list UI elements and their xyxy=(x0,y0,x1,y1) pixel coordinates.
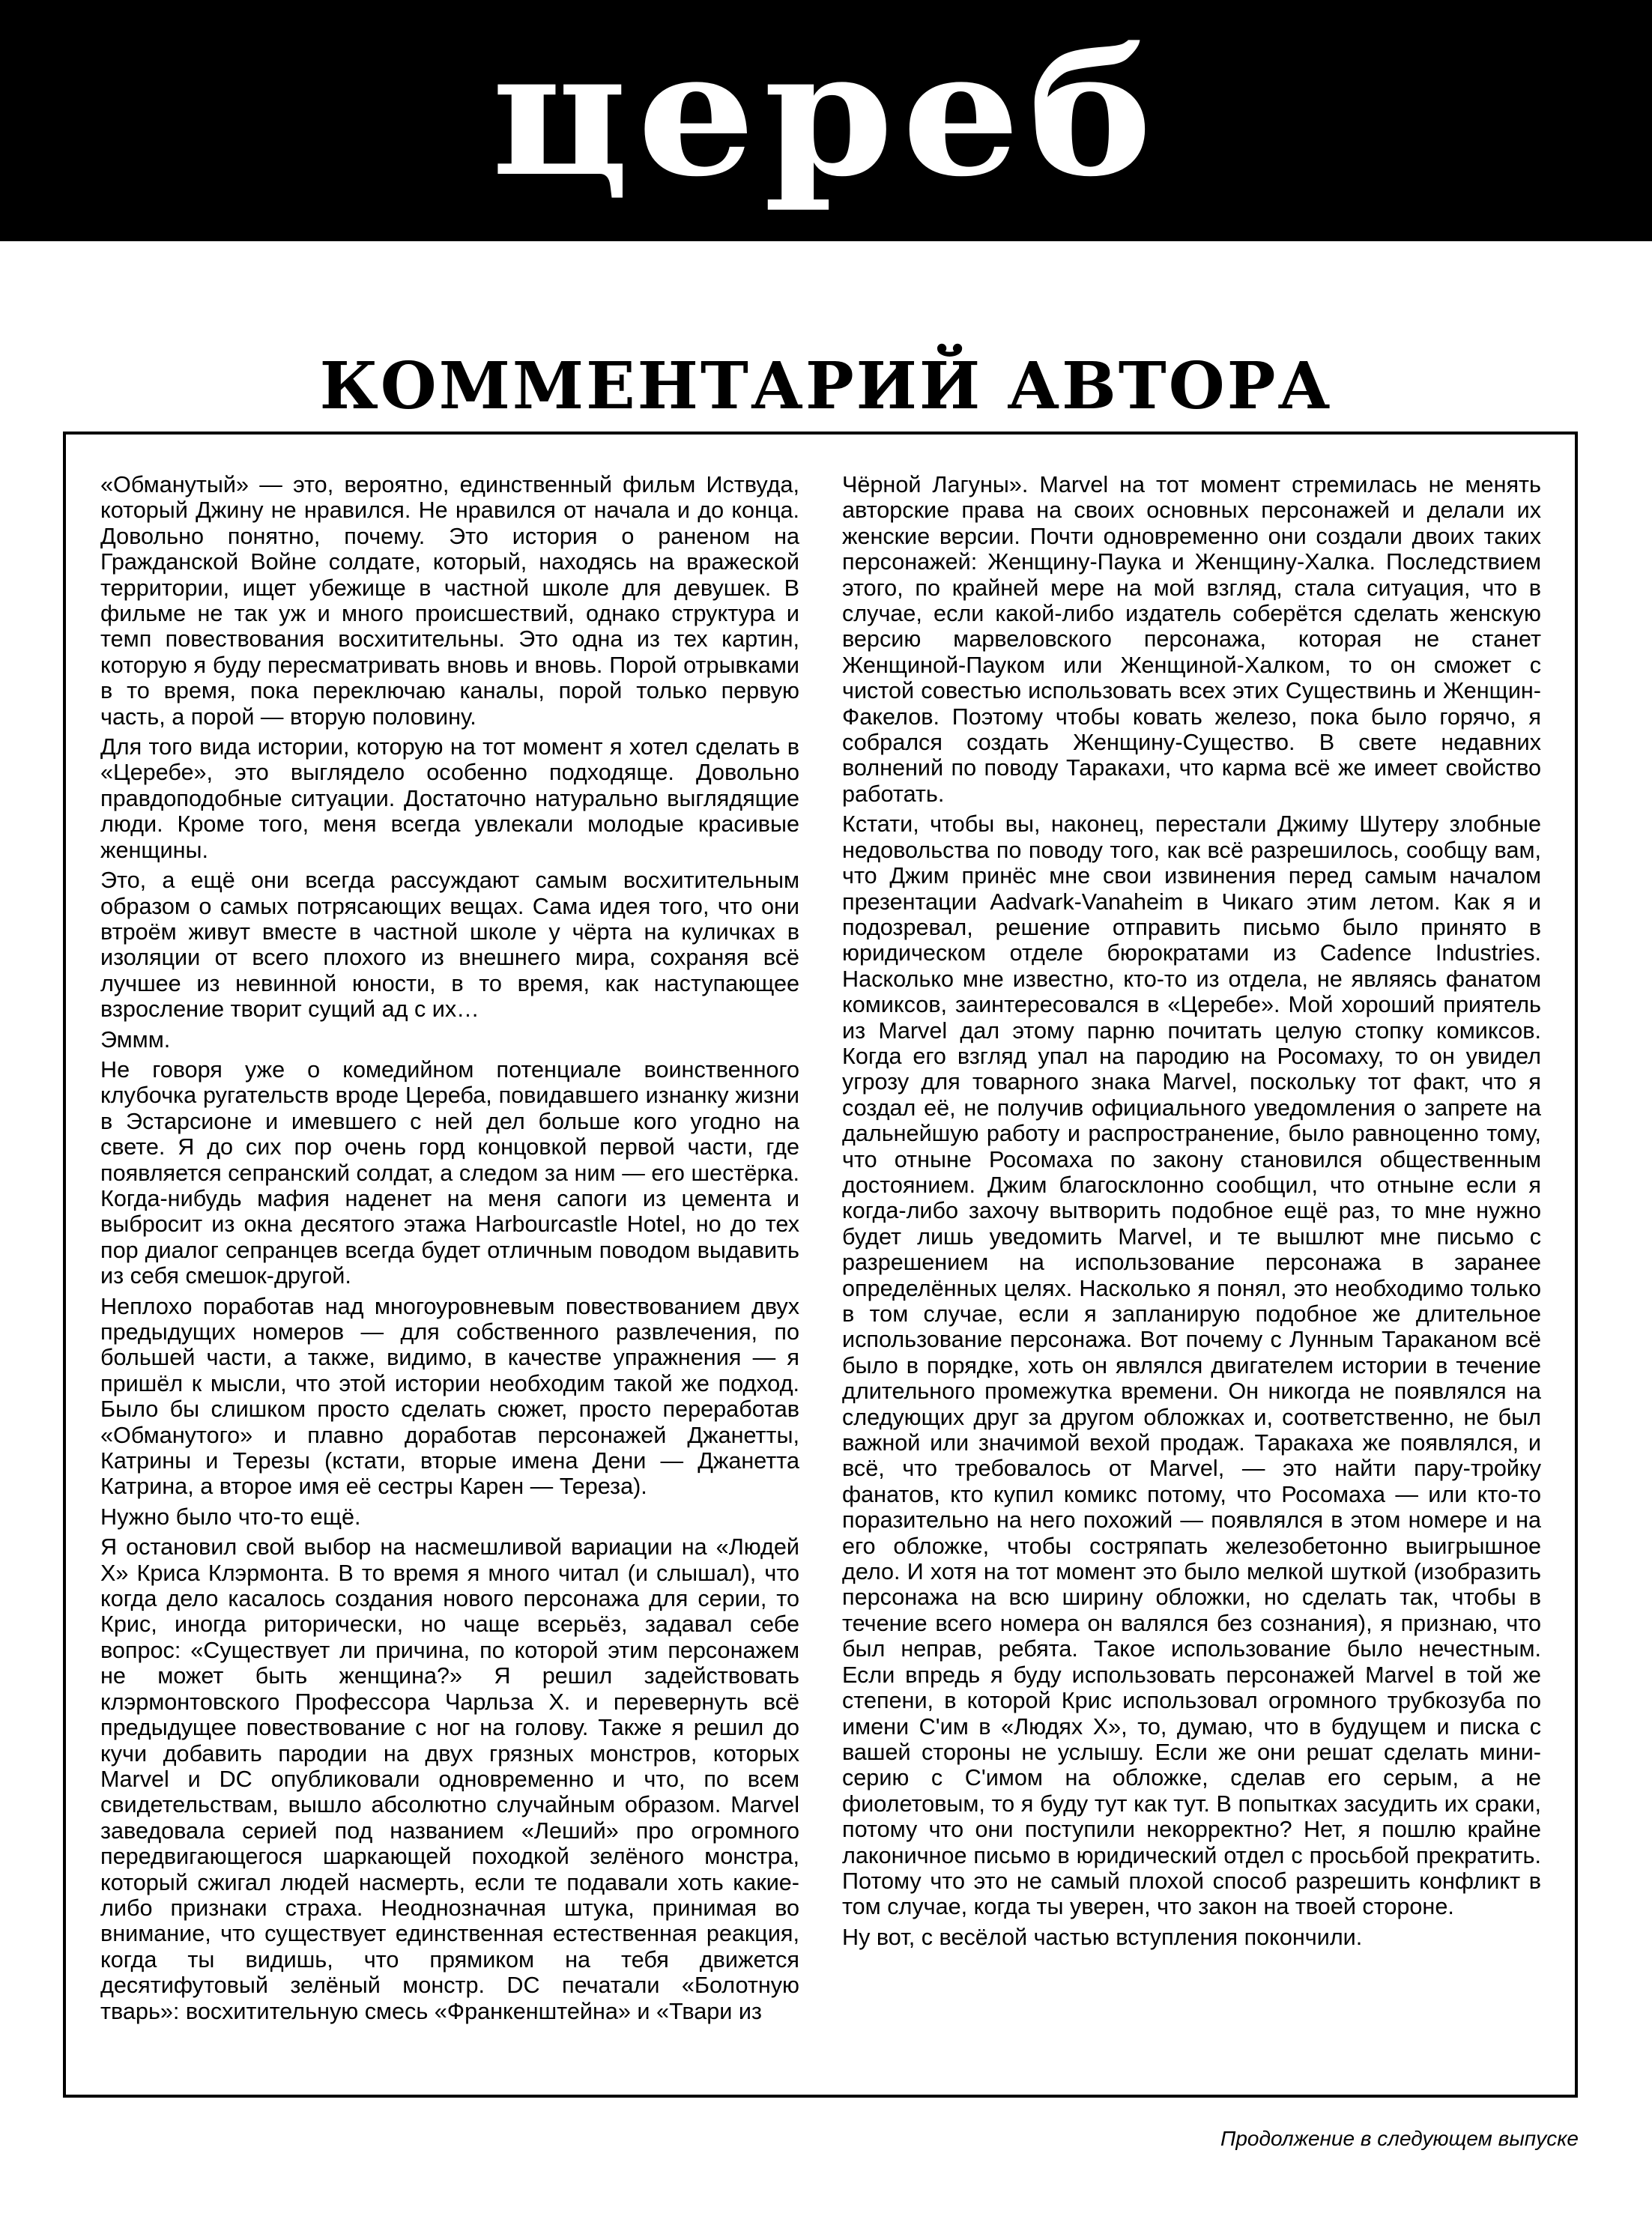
paragraph: Для того вида истории, которую на тот момент я хотел сделать в «Церебе», это выглядело особенно подходяще. Довольно правдоподобные ситуации. Достаточно натурально выглядящие люди. Кроме того, меня всегда увлекали молодые красивые женщины. xyxy=(100,734,799,863)
paragraph: Чёрной Лагуны». Marvel на тот момент стремилась не менять авторские права на своих основных персонажей и делали их женские версии. Почти одновременно они создали двоих таких персонажей: Женщину-Паука и Женщину-Халка. Последствием этого, по крайней мере на мой взгляд, стала ситуация, что в случае, если какой-либо издатель соберётся сделать женскую версию марвеловского персонажа, которая не станет Женщиной-Пауком или Женщиной-Халком, то он сможет с чистой совестью использовать всех этих Существинь и Женщин-Факелов. Поэтому чтобы ковать железо, пока было горячо, я собрался создать Женщину-Существо. В свете недавних волнений по поводу Таракахи, что карма всё же имеет свойство работать. xyxy=(842,472,1541,807)
paragraph: Ну вот, с весёлой частью вступления покончили. xyxy=(842,1924,1363,1950)
article-column-right xyxy=(842,472,1541,2089)
paragraph: Нужно было что-то ещё. xyxy=(100,1504,361,1530)
masthead xyxy=(0,0,1652,241)
paragraph: Кстати, чтобы вы, наконец, перестали Джиму Шутеру злобные недовольства по поводу того, как всё разрешилось, сообщу вам, что Джим принёс мне свои извинения перед самым началом презентации Aadvark-Vanaheim в Чикаго этим летом. Как я и подозревал, решение отправить письмо было принято в юридическом отделе бюрократами из Cadence Industries. Насколько мне известно, кто-то из отдела, не являясь фанатом комиксов, заинтересовался в «Церебе». Мой хороший приятель из Marvel дал этому парню почитать целую стопку комиксов. Когда его взгляд упал на пародию на Росомаху, то он увидел угрозу для товарного знака Marvel, поскольку тот факт, что я создал её, не получив официального уведомления о запрете на дальнейшую работу и распространение, было равноценно тому, что отныне Росомаха по закону становился общественным достоянием. Джим благосклонно сообщил, что отныне если я когда-либо захочу вытворить подобное ещё раз, то мне нужно будет лишь уведомить Marvel, и те вышлют мне письмо с разрешением на использование персонажа в заранее определённых целях. Насколько я понял, это необходимо только в том случае, если я запланирую подобное же длительное использование персонажа. Вот почему с Лунным Тараканом всё было в порядке, хоть он являлся двигателем истории в течение длительного промежутка времени. Он никогда не появлялся на следующих друг за другом обложках и, соответственно, не был важной или значимой вехой продаж. Таракаха же появлялся, и всё, что требовалось от Marvel, — это найти пару-тройку фанатов, кто купил комикс потому, что Росомаха — или кто-то поразительно на него похожий — появлялся в этом номере и на его обложке, чтобы состряпать железобетонно выигрышное дело. И хотя на тот момент это было мелкой шуткой (изобразить персонажа на всю ширину обложки, но сделать так, чтобы в течение всего номера он валялся без сознания), я признаю, что был неправ, ребята. Такое использование было нечестным. Если впредь я буду использовать персонажей Marvel в той же степени, в которой Крис использовал огромного трубкозуба по имени С'им в «Людях Х», то, думаю, что в будущем и писка с вашей стороны не услышу. Если же они решат сделать мини-серию с С'имом на обложке, сделав его серым, а не фиолетовым, то я буду тут как тут. В попытках засудить их сраки, потому что они поступили некорректно? Нет, я пошлю крайне лаконичное письмо в юридический отдел с просьбой прекратить. Потому что это не самый плохой способ разрешить конфликт в том случае, когда ты уверен, что закон на твоей стороне. xyxy=(842,811,1541,1920)
page-title: КОММЕНТАРИЙ АВТОРА xyxy=(319,348,1333,424)
paragraph: Эммм. xyxy=(100,1026,171,1053)
cerebus-logo: цереб xyxy=(491,13,1161,215)
paragraph: Неплохо поработав над многоуровневым повествованием двух предыдущих номеров — для собственного развлечения, по большей части, а также, видимо, в качестве упражнения — я пришёл к мысли, что этой истории необходим такой же подход. Было бы слишком просто сделать сюжет, просто переработав «Обманутого» и плавно доработав персонажей Джанетты, Катрины и Терезы (кстати, вторые имена Дени — Джанетта Катрина, а второе имя её сестры Карен — Тереза). xyxy=(100,1293,799,1500)
paragraph: Это, а ещё они всегда рассуждают самым восхитительным образом о самых потрясающих вещах. Сама идея того, что они втроём живут вместе в частной школе у чёрта на куличках в изоляции от всего плохого из внешнего мира, сохраняя всё лучшее из невинной юности, в то время, как наступающее взросление творит сущий ад с их… xyxy=(100,868,799,1023)
article-column-left xyxy=(100,472,799,2089)
continued-note: Продолжение в следующем выпуске xyxy=(1220,2127,1579,2150)
paragraph: Не говоря уже о комедийном потенциале воинственного клубочка ругательств вроде Цереба, повидавшего изнанку жизни в Эстарсионе и имевшего с ней дел больше кого угодно на свете. Я до сих пор очень горд концовкой первой части, где появляется сепранский солдат, а следом за ним — его шестёрка. Когда-нибудь мафия наденет на меня сапоги из цемента и выбросит из окна десятого этажа Harbourcastle Hotel, но до тех пор диалог сепранцев всегда будет отличным поводом выдавить из себя смешок-другой. xyxy=(100,1056,799,1289)
article-box xyxy=(63,432,1578,2098)
paragraph: Я остановил свой выбор на насмешливой вариации на «Людей Х» Криса Клэрмонта. В то время я много читал (и слышал), что когда дело касалось создания нового персонажа для серии, то Крис, иногда риторически, но чаще всерьёз, задавал себе вопрос: «Существует ли причина, по которой этим персонажем не может быть женщина?» Я решил задействовать клэрмонтовского Профессора Чарльза Х. и перевернуть всё предыдущее повествование с ног на голову. Также я решил до кучи добавить пародии на двух грязных монстров, которых Marvel и DC опубликовали одновременно и что, по всем свидетельствам, вышло абсолютно случайным образом. Marvel заведовала серией под названием «Леший» про огромного передвигающегося шаркающей походкой зелёного монстра, который сжигал людей насмерть, если те подавали хоть какие-либо признаки страха. Неоднозначная штука, принимая во внимание, что существует единственная естественная реакция, когда ты видишь, что прямиком на тебя движется десятифутовый зелёный монстр. DC печатали «Болотную тварь»: восхитительную смесь «Франкенштейна» и «Твари из xyxy=(100,1534,799,2024)
paragraph: «Обманутый» — это, вероятно, единственный фильм Иствуда, который Джину не нравился. Не нравился от начала и до конца. Довольно понятно, почему. Это история о раненом на Гражданской Войне солдате, который, находясь на вражеской территории, ищет убежище в частной школе для девушек. В фильме не так уж и много происшествий, однако структура и темп повествования восхитительны. Это одна из тех картин, которую я буду пересматривать вновь и вновь. Порой отрывками в то время, пока переключаю каналы, порой только первую часть, а порой — вторую половину. xyxy=(100,472,799,730)
